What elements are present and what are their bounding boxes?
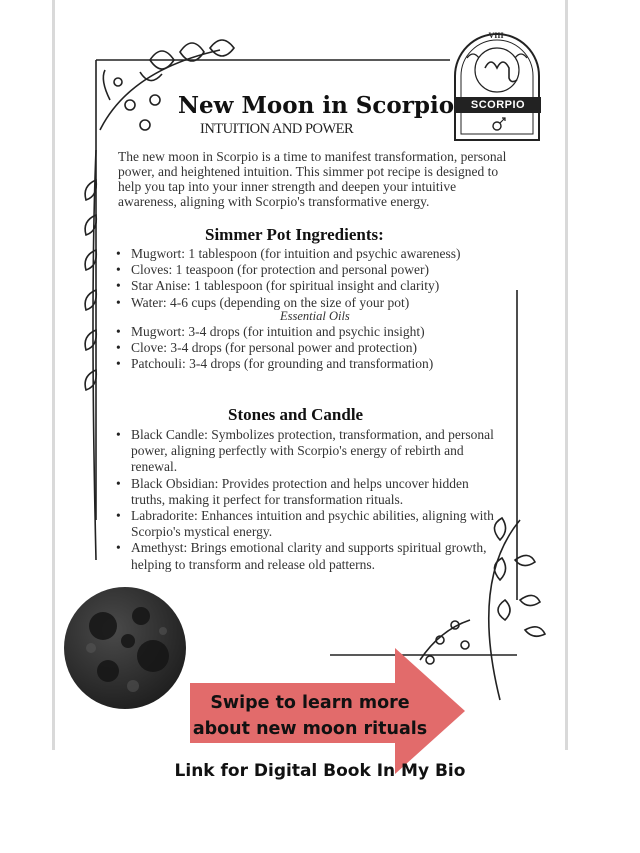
essential-oils-label: Essential Oils (280, 309, 350, 323)
swipe-prompt[interactable] (190, 690, 430, 742)
list-item: • Labradorite: Enhances intuition and psychic abilities, aligning with Scorpio's mystical energy. (114, 508, 494, 540)
list-item: • Water: 4-6 cups (depending on the size of your pot) (114, 295, 514, 311)
page-subtitle: INTUITION AND POWER (200, 121, 354, 137)
page-title: New Moon in Scorpio (178, 92, 455, 119)
new-moon-icon (63, 586, 187, 710)
bio-link-caption: Link for Digital Book In My Bio (174, 761, 466, 781)
swipe-prompt-line-1: Swipe to learn more (210, 693, 410, 713)
list-item: • Star Anise: 1 tablespoon (for spiritual insight and clarity) (114, 278, 514, 294)
badge-numeral: VIII (488, 31, 504, 40)
list-item: • Clove: 3-4 drops (for personal power and protection) (114, 340, 514, 356)
list-item: • Patchouli: 3-4 drops (for grounding and transformation) (114, 356, 514, 372)
badge-label: SCORPIO (455, 97, 541, 113)
swipe-prompt-line-2: about new moon rituals (192, 719, 428, 739)
list-item: • Amethyst: Brings emotional clarity and supports spiritual growth, helping to transform and release old patterns. (114, 540, 494, 572)
ingredients-heading: Simmer Pot Ingredients: (205, 225, 384, 244)
intro-paragraph: The new moon in Scorpio is a time to manifest transformation, personal power, and heightened intuition. This simmer pot recipe is designed to help you tap into your inner strength and deepen your intuitive awareness, aligning with Scorpio's transformative energy. (118, 149, 507, 209)
list-item: • Mugwort: 1 tablespoon (for intuition and psychic awareness) (114, 246, 514, 262)
list-item: • Mugwort: 3-4 drops (for intuition and psychic insight) (114, 324, 514, 340)
stones-list (114, 427, 494, 573)
list-item: • Black Candle: Symbolizes protection, transformation, and personal power, aligning perfectly with Scorpio's energy of rebirth and renewal. (114, 427, 494, 476)
ingredients-list (114, 246, 514, 311)
stones-heading: Stones and Candle (228, 405, 364, 424)
scorpio-badge-icon (445, 28, 549, 146)
list-item: • Black Obsidian: Provides protection and helps uncover hidden truths, making it perfect for transformation rituals. (114, 476, 494, 508)
essential-oils-list (114, 324, 514, 373)
list-item: • Cloves: 1 teaspoon (for protection and personal power) (114, 262, 514, 278)
